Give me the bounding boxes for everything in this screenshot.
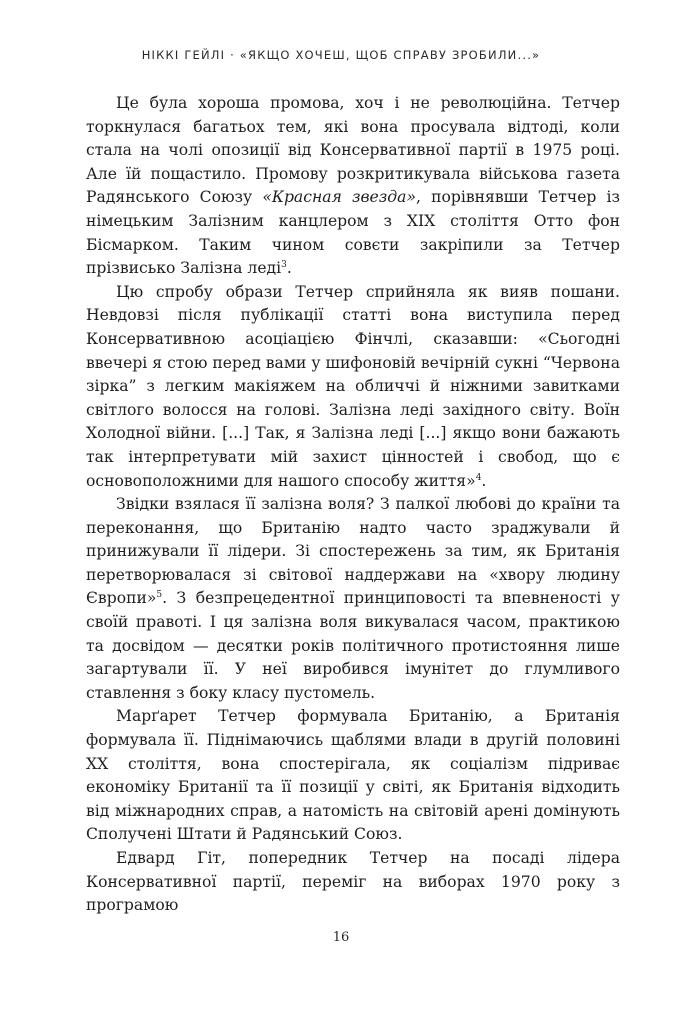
paragraph-5 <box>86 847 620 918</box>
footnote-marker: 5 <box>156 590 163 601</box>
paragraph-text: Марґарет Тетчер формувала Британію, а Британія формувала її. Піднімаючись щаблями влади в другій половині XX століття, вона спостерігала, як соціалізм підриває економіку Британії та її позиції у світі, як Британія відходить від міжнародних справ, а натомість на світовій арені домінують Сполучені Штати й Радянський Союз. <box>86 707 620 844</box>
paragraph-text: . <box>286 259 292 278</box>
paragraph-4 <box>86 705 620 847</box>
paragraph-2 <box>86 281 620 493</box>
paragraph-text: , порівнявши Тетчер із німецьким Залізним канцлером з XIX століття Отто фон Бісмарком. Таким чином совєти закріпили за Тетчер прізвисько Залізна леді <box>86 188 621 278</box>
running-head: НІККІ ГЕЙЛІ · «ЯКЩО ХОЧЕШ, ЩОБ СПРАВУ ЗРОБИЛИ...» <box>141 48 541 62</box>
footnote-marker: 3 <box>281 259 287 270</box>
page-number: 16 <box>332 930 350 945</box>
paragraph-text: Цю спробу образи Тетчер сприйняла як вияв пошани. Невдовзі після публікації статті вона виступила перед Консервативною асоціацією Фінчлі, сказавши: «Сьогодні ввечері я стою перед вами у шифоновій вечірній сукні “Червона зірка” з легким макіяжем на обличчі й ніжними завитками світлого волосся на голові. Залізна леді західного світу. Воїн Холодної війни. [...] Так, я Залізна леді [...] якщо вони бажають так інтерпретувати мій захист цінностей і свобод, що є основоположними для нашого способу життя» <box>86 282 620 490</box>
paragraph-text: Це була хороша промова, хоч і не революційна. Тетчер торкнулася багатьох тем, які вона просувала відтоді, коли стала на чолі опозиції від Консервативної партії в 1975 році. Але їй пощастило. Промову розкритикувала військова газета Радянського Союзу <box>86 94 620 207</box>
paragraph-3 <box>86 493 620 705</box>
paragraph-text: Едвард Гіт, попередник Тетчер на посаді лідера Консервативної партії, переміг на виборах 1970 року з програмою <box>86 849 620 915</box>
paragraph-1 <box>86 92 620 281</box>
newspaper-title: «Красная звезда» <box>262 188 417 207</box>
body-text <box>86 92 620 918</box>
paragraph-text: . <box>481 471 487 490</box>
paragraph-text: Звідки взялася її залізна воля? З палкої любові до країни та переконання, що Британію надто часто зраджували й принижували її лідери. Зі спостережень за тим, як Британія перетворювалася зі світової наддержави на «хвору людину Європи» <box>86 495 620 608</box>
paragraph-text: . З безпрецедентної принциповості та впевненості у своїй правоті. І ця залізна воля викувалася часом, практикою та досвідом — десятки років політичного протистояння лише загартували її. У неї виробився імунітет до глумливого ставлення з боку класу пустомель. <box>86 589 620 702</box>
footnote-marker: 4 <box>475 472 482 483</box>
